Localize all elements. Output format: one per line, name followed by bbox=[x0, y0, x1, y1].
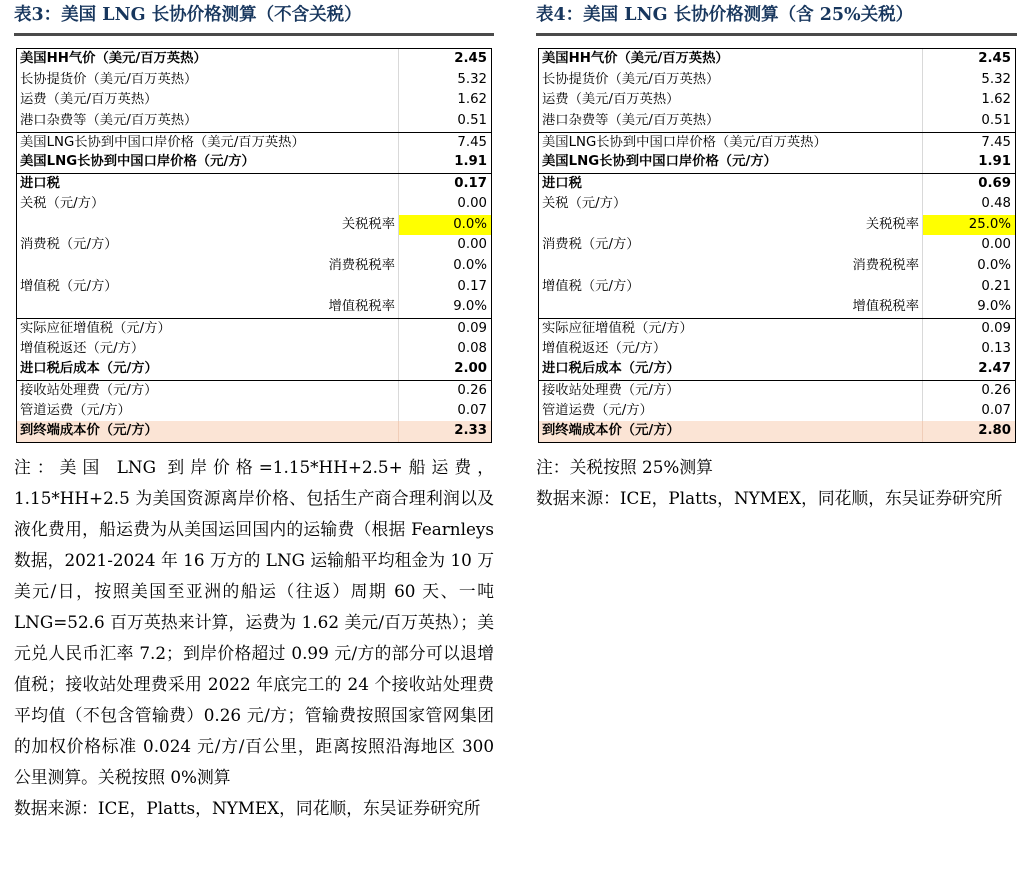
row-label: 港口杂费等（美元/百万英热） bbox=[539, 111, 923, 132]
row-value: 9.0% bbox=[977, 299, 1011, 315]
row-label: 港口杂费等（美元/百万英热） bbox=[17, 111, 399, 132]
row-label: 运费（美元/百万英热） bbox=[539, 90, 923, 111]
table-row bbox=[17, 173, 491, 194]
row-label: 美国LNG长协到中国口岸价格（美元/百万英热） bbox=[17, 133, 399, 153]
row-label: 管道运费（元/方） bbox=[17, 401, 399, 422]
row-value: 0.09 bbox=[981, 320, 1011, 336]
row-label: 增值税税率 bbox=[539, 297, 923, 318]
row-value: 0.0% bbox=[399, 215, 491, 236]
row-label: 美国LNG长协到中国口岸价格（美元/百万英热） bbox=[539, 133, 923, 153]
table-row bbox=[17, 90, 491, 111]
row-value: 0.07 bbox=[457, 402, 487, 418]
table-row bbox=[17, 380, 491, 401]
row-label: 运费（美元/百万英热） bbox=[17, 90, 399, 111]
row-label: 到终端成本价（元/方） bbox=[17, 421, 399, 442]
row-value: 7.45 bbox=[981, 134, 1011, 150]
table-4 bbox=[538, 48, 1016, 443]
table-4-panel bbox=[536, 0, 1017, 514]
table-row bbox=[17, 70, 491, 91]
row-label: 进口税后成本（元/方） bbox=[17, 359, 399, 380]
table-3-source: 数据来源：ICE，Platts，NYMEX，同花顺，东吴证券研究所 bbox=[14, 798, 481, 819]
row-label: 关税税率 bbox=[17, 215, 399, 236]
row-label: 实际应征增值税（元/方） bbox=[17, 319, 399, 339]
row-value: 0.21 bbox=[981, 278, 1011, 294]
row-label: 长协提货价（美元/百万英热） bbox=[539, 70, 923, 91]
table-row bbox=[539, 401, 1015, 422]
row-value: 0.00 bbox=[981, 237, 1011, 253]
row-value: 0.07 bbox=[981, 402, 1011, 418]
table-row bbox=[539, 215, 1015, 236]
table-row bbox=[17, 339, 491, 360]
row-value: 0.26 bbox=[457, 383, 487, 398]
row-label: 实际应征增值税（元/方） bbox=[539, 319, 923, 339]
row-label: 管道运费（元/方） bbox=[539, 401, 923, 422]
row-value: 1.91 bbox=[454, 154, 487, 170]
table-row bbox=[539, 70, 1015, 91]
row-value: 2.80 bbox=[978, 423, 1011, 439]
table-row bbox=[17, 152, 491, 173]
table-row bbox=[539, 49, 1015, 70]
row-label: 关税（元/方） bbox=[539, 194, 923, 215]
row-value: 2.45 bbox=[978, 51, 1011, 66]
row-label: 消费税税率 bbox=[539, 256, 923, 277]
row-value: 0.08 bbox=[457, 340, 487, 356]
row-value: 1.62 bbox=[457, 92, 487, 108]
row-label: 进口税 bbox=[539, 174, 923, 194]
row-label: 关税（元/方） bbox=[17, 194, 399, 215]
total-row bbox=[17, 421, 491, 442]
row-label: 关税税率 bbox=[539, 215, 923, 236]
table-row bbox=[539, 173, 1015, 194]
row-value: 0.26 bbox=[981, 383, 1011, 398]
table-4-note: 注：关税按照 25%测算 bbox=[536, 457, 713, 478]
table-row bbox=[17, 256, 491, 277]
row-label: 长协提货价（美元/百万英热） bbox=[17, 70, 399, 91]
row-label: 增值税（元/方） bbox=[17, 277, 399, 298]
row-value: 0.0% bbox=[977, 257, 1011, 273]
row-label: 增值税税率 bbox=[17, 297, 399, 318]
table-row bbox=[539, 152, 1015, 173]
table-row bbox=[539, 339, 1015, 360]
row-value: 0.00 bbox=[457, 237, 487, 253]
row-label: 美国LNG长协到中国口岸价格（元/方） bbox=[539, 152, 923, 173]
table-row bbox=[17, 132, 491, 153]
table-row bbox=[539, 359, 1015, 380]
row-label: 消费税（元/方） bbox=[17, 235, 399, 256]
table-row bbox=[539, 297, 1015, 318]
row-value: 0.48 bbox=[981, 195, 1011, 211]
table-row bbox=[539, 380, 1015, 401]
table-row bbox=[17, 297, 491, 318]
table-row bbox=[17, 49, 491, 70]
row-label: 消费税（元/方） bbox=[539, 235, 923, 256]
row-value: 2.00 bbox=[454, 361, 487, 377]
table-row bbox=[539, 277, 1015, 298]
row-label: 美国HH气价（美元/百万英热） bbox=[17, 49, 399, 70]
row-value: 0.13 bbox=[981, 340, 1011, 356]
row-value: 0.51 bbox=[457, 113, 487, 129]
row-label: 接收站处理费（元/方） bbox=[539, 381, 923, 401]
row-value: 0.17 bbox=[457, 278, 487, 294]
row-value: 0.00 bbox=[457, 195, 487, 211]
table-3-title: 表3：美国 LNG 长协价格测算（不含关税） bbox=[14, 5, 362, 25]
table-row bbox=[539, 256, 1015, 277]
row-value: 2.33 bbox=[454, 423, 487, 439]
row-label: 进口税 bbox=[17, 174, 399, 194]
table-row bbox=[17, 359, 491, 380]
row-value: 5.32 bbox=[981, 71, 1011, 87]
row-value: 2.45 bbox=[454, 51, 487, 66]
total-row bbox=[539, 421, 1015, 442]
table-row bbox=[539, 318, 1015, 339]
table-row bbox=[17, 194, 491, 215]
row-value: 25.0% bbox=[923, 215, 1015, 236]
row-label: 消费税税率 bbox=[17, 256, 399, 277]
table-row bbox=[539, 194, 1015, 215]
row-value: 1.91 bbox=[978, 154, 1011, 170]
table-row bbox=[17, 111, 491, 132]
row-value: 7.45 bbox=[457, 134, 487, 150]
row-label: 进口税后成本（元/方） bbox=[539, 359, 923, 380]
row-label: 到终端成本价（元/方） bbox=[539, 421, 923, 442]
table-3-notes bbox=[14, 452, 494, 824]
table-4-notes bbox=[536, 452, 1017, 514]
row-value: 1.62 bbox=[981, 92, 1011, 108]
table-3 bbox=[16, 48, 492, 443]
row-value: 9.0% bbox=[453, 299, 487, 315]
row-value: 0.0% bbox=[453, 257, 487, 273]
row-label: 美国HH气价（美元/百万英热） bbox=[539, 49, 923, 70]
table-row bbox=[17, 215, 491, 236]
row-label: 增值税返还（元/方） bbox=[17, 339, 399, 360]
row-value: 5.32 bbox=[457, 71, 487, 87]
row-label: 增值税（元/方） bbox=[539, 277, 923, 298]
row-value: 0.51 bbox=[981, 113, 1011, 129]
table-row bbox=[17, 235, 491, 256]
table-3-note: 注：美国 LNG 到岸价格=1.15*HH+2.5+船运费，1.15*HH+2.5 为美国资源离岸价格、包括生产商合理利润以及液化费用，船运费为从美国运回国内的运输费（根据 Fearnleys 数据，2021-2024 年 16 万方的 LNG 运输船平均租金为 10 万美元/日，按照美国至亚洲的船运（往返）周期 60 天、一吨 LNG=52.6 百万英热来计算，运费为 1.62 美元/百万英热）；美元兑人民币汇率 7.2；到岸价格超过 0.99 元/方的部分可以退增值税；接收站处理费采用 2022 年底完工的 24 个接收站处理费平均值（不包含管输费）0.26 元/方；管输费按照国家管网集团的加权价格标准 0.024 元/方/百公里，距离按照沿海地区 300 公里测算。关税按照 0%测算 bbox=[14, 457, 494, 788]
table-3-panel bbox=[14, 0, 494, 824]
row-value: 0.17 bbox=[454, 176, 487, 192]
table-row bbox=[539, 90, 1015, 111]
table-row bbox=[17, 318, 491, 339]
table-row bbox=[17, 401, 491, 422]
row-value: 2.47 bbox=[978, 361, 1011, 377]
row-value: 0.69 bbox=[978, 176, 1011, 192]
table-row bbox=[539, 132, 1015, 153]
table-row bbox=[17, 277, 491, 298]
row-value: 0.09 bbox=[457, 320, 487, 336]
title-rule bbox=[536, 33, 1017, 36]
table-row bbox=[539, 235, 1015, 256]
row-label: 美国LNG长协到中国口岸价格（元/方） bbox=[17, 152, 399, 173]
row-label: 接收站处理费（元/方） bbox=[17, 381, 399, 401]
title-rule bbox=[14, 33, 494, 36]
table-4-title: 表4：美国 LNG 长协价格测算（含 25%关税） bbox=[536, 5, 914, 25]
row-label: 增值税返还（元/方） bbox=[539, 339, 923, 360]
table-4-source: 数据来源：ICE，Platts，NYMEX，同花顺，东吴证券研究所 bbox=[536, 488, 1003, 509]
table-row bbox=[539, 111, 1015, 132]
